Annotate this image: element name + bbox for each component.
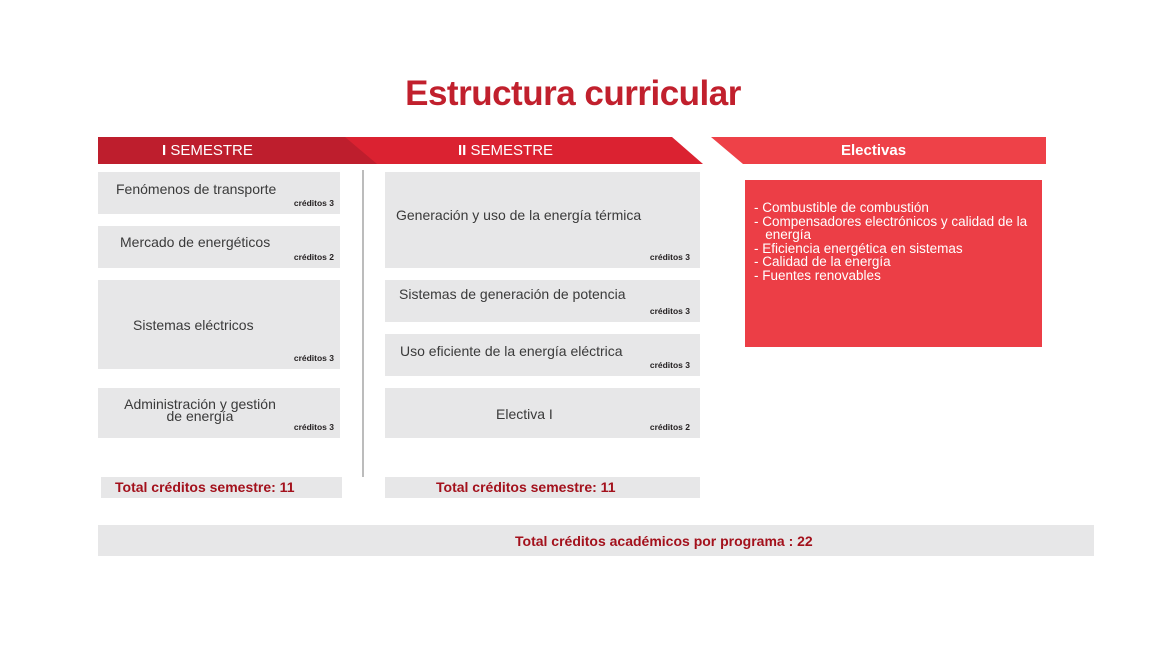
semester-2-header: [345, 137, 705, 164]
course-name: Sistemas de generación de potencia: [399, 286, 626, 302]
semester-2-numeral: II: [458, 142, 467, 159]
program-total: Total créditos académicos por programa : 22: [98, 525, 1094, 556]
semester-1-total: Total créditos semestre: 11: [101, 477, 342, 498]
course-card: [385, 388, 700, 438]
course-credits: créditos 3: [293, 353, 334, 363]
elective-item: - Fuentes renovables: [754, 267, 881, 283]
page-title: Estructura curricular: [405, 74, 741, 113]
semester-1-numeral: I: [162, 142, 167, 159]
course-name: Generación y uso de la energía térmica: [396, 207, 642, 223]
course-credits: créditos 2: [649, 422, 690, 432]
semester-1-header: [98, 137, 380, 164]
column-divider: [362, 170, 364, 477]
course-credits: créditos 3: [649, 252, 690, 262]
semester-2-total: Total créditos semestre: 11: [385, 477, 700, 498]
elective-item: - Compensadores electrónicos y calidad de la: [754, 213, 1028, 229]
course-credits: créditos 2: [293, 252, 334, 262]
course-card: [98, 388, 340, 438]
course-name: Mercado de energéticos: [120, 234, 271, 250]
electives-list: [754, 201, 1039, 282]
electives-header: [711, 137, 1046, 164]
course-name: Administración y gestión de energía: [124, 396, 276, 424]
course-credits: créditos 3: [293, 422, 334, 432]
course-name: Electiva I: [496, 406, 553, 422]
elective-item: - Calidad de la energía: [754, 254, 891, 269]
elective-item: energía: [754, 227, 812, 242]
course-card: [385, 280, 700, 322]
course-name: Uso eficiente de la energía eléctrica: [400, 343, 623, 359]
course-credits: créditos 3: [649, 360, 690, 370]
semester-1-label: SEMESTRE: [170, 142, 253, 159]
course-card: [385, 334, 700, 376]
course-credits: créditos 3: [293, 198, 334, 208]
semester-2-label: SEMESTRE: [470, 142, 554, 159]
elective-item: - Combustible de combustión: [754, 200, 929, 215]
course-name: Sistemas eléctricos: [133, 317, 254, 333]
elective-item: - Eficiencia energética en sistemas: [754, 240, 963, 256]
course-card: [98, 226, 340, 268]
electives-label: Electivas: [841, 142, 907, 159]
electives-box: [745, 180, 1042, 347]
course-credits: créditos 3: [649, 306, 690, 316]
course-card: [385, 172, 700, 268]
course-card: [98, 172, 340, 214]
course-card: [98, 280, 340, 369]
course-name: Fenómenos de transporte: [116, 181, 277, 197]
